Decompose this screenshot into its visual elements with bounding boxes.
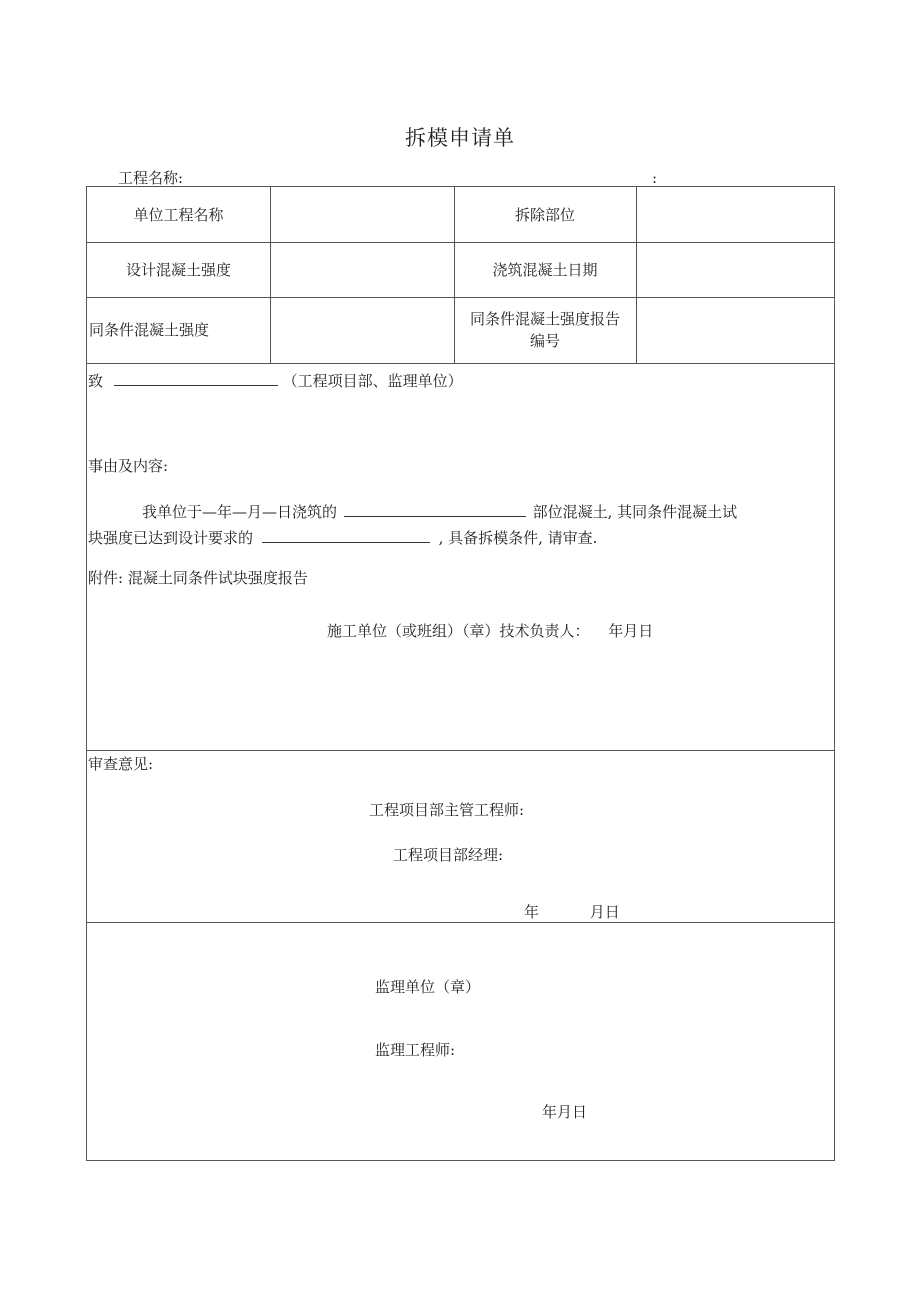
report-number-label-line1: 同条件混凝土强度报告	[469, 310, 620, 328]
contractor-signature-date: 年月日	[608, 622, 654, 640]
pour-date-label: 浇筑混凝土日期	[492, 260, 598, 279]
same-condition-strength-label: 同条件混凝土强度	[89, 321, 210, 339]
strength-requirement-blank[interactable]	[262, 528, 430, 543]
addressee-line	[88, 370, 463, 391]
chief-engineer-label: 工程项目部主管工程师:	[369, 801, 525, 819]
supervision-unit-label: 监理单位（章）	[375, 978, 481, 996]
pour-location-blank[interactable]	[344, 502, 526, 517]
body-line-2-end: , 具备拆模条件, 请审查.	[438, 529, 598, 547]
form-title: 拆模申请单	[405, 126, 515, 150]
design-strength-label: 设计混凝土强度	[125, 260, 231, 279]
report-number-label	[454, 297, 636, 363]
reason-label: 事由及内容:	[88, 457, 169, 475]
unit-project-name-field[interactable]	[270, 187, 454, 242]
section-divider	[87, 750, 834, 751]
design-strength-field[interactable]	[270, 242, 454, 297]
pour-date-field[interactable]	[636, 242, 835, 297]
report-number-field[interactable]	[636, 297, 835, 363]
removal-part-label: 拆除部位	[514, 205, 575, 224]
addressee-suffix: （工程项目部、监理单位）	[282, 372, 463, 390]
contractor-signature-label: 施工单位（或班组）（章）技术负责人：	[327, 622, 590, 640]
supervision-engineer-label: 监理工程师:	[375, 1041, 456, 1059]
body-line-1-end: 部位混凝土, 其同条件混凝土试	[532, 503, 738, 521]
row-divider	[87, 363, 834, 364]
body-line-2	[88, 527, 597, 548]
addressee-prefix: 致	[88, 372, 104, 390]
project-name-colon: :	[652, 169, 658, 187]
supervision-date: 年月日	[542, 1103, 588, 1121]
body-line-1	[142, 501, 737, 522]
project-name-label: 工程名称:	[118, 169, 184, 187]
section-divider	[87, 922, 834, 923]
contractor-signature-line	[327, 620, 653, 641]
project-manager-label: 工程项目部经理:	[393, 846, 504, 864]
body-line-1-start: 我单位于—年—月—日浇筑的	[142, 503, 338, 521]
review-date-month-day: 月日	[589, 903, 620, 921]
review-date-year: 年	[524, 903, 540, 921]
report-number-label-line2: 编号	[529, 332, 560, 350]
addressee-blank[interactable]	[114, 371, 278, 386]
unit-project-name-label: 单位工程名称	[133, 205, 224, 224]
removal-part-field[interactable]	[636, 187, 835, 242]
body-line-2-start: 块强度已达到设计要求的	[88, 529, 254, 547]
review-opinion-label: 审查意见:	[88, 755, 154, 773]
application-form	[86, 186, 835, 1161]
attachment-note: 附件: 混凝土同条件试块强度报告	[88, 569, 308, 587]
same-condition-strength-field[interactable]	[270, 297, 454, 363]
review-date	[524, 901, 620, 922]
